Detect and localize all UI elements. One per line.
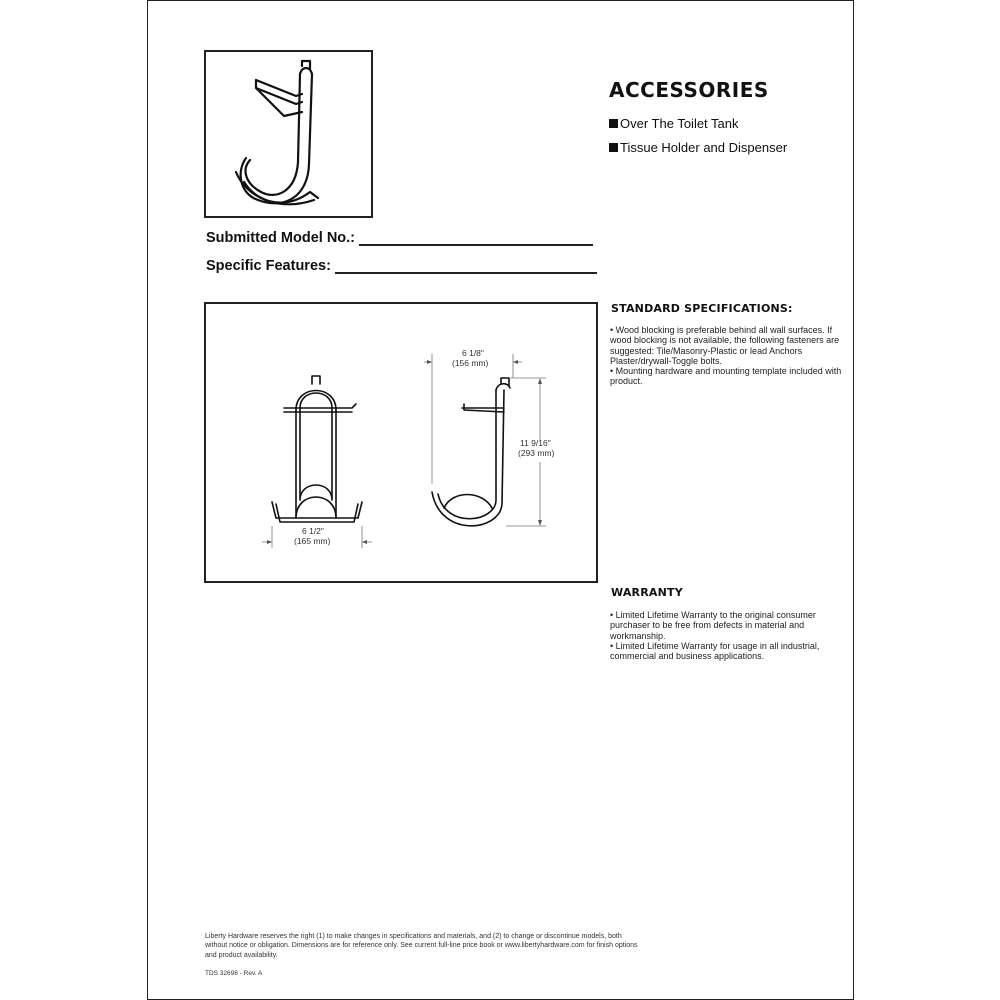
- category-label: Over The Toilet Tank: [620, 116, 739, 131]
- warranty-title: WARRANTY: [611, 586, 683, 599]
- specifications-list: [610, 325, 850, 387]
- category-item: [609, 140, 787, 155]
- depth-mm-label: (156 mm): [452, 358, 489, 368]
- depth-in-label: 6 1/8": [462, 348, 484, 358]
- specific-features-label: Specific Features:: [206, 258, 331, 274]
- specifications-title: STANDARD SPECIFICATIONS:: [611, 302, 793, 315]
- specific-features-row: [206, 256, 597, 274]
- model-number-field[interactable]: [359, 228, 593, 246]
- model-number-label: Submitted Model No.:: [206, 230, 356, 246]
- document-id: TDS 32698 - Rev. A: [205, 970, 263, 977]
- model-number-row: [206, 228, 593, 246]
- warranty-list: [610, 610, 850, 661]
- list-item: • Limited Lifetime Warranty for usage in all industrial, commercial and business applications.: [610, 640, 820, 662]
- technical-drawing: [204, 302, 598, 583]
- product-image: [204, 50, 373, 218]
- list-item: • Mounting hardware and mounting template included with product.: [610, 366, 842, 387]
- height-in-label: 11 9/16": [520, 438, 551, 448]
- category-item: [609, 116, 739, 131]
- dimension-drawing: [206, 304, 596, 581]
- list-item: • Limited Lifetime Warranty to the original consumer purchaser to be free from defects in material and workmanship.: [610, 610, 816, 641]
- page-title: ACCESSORIES: [609, 78, 769, 102]
- product-illustration: [206, 52, 371, 216]
- height-mm-label: (293 mm): [518, 448, 555, 458]
- width-in-label: 6 1/2": [302, 526, 324, 536]
- footer-disclaimer: Liberty Hardware reserves the right (1) to make changes in specifications and materials, and (2) to change or discontinue models, both without notice or obligation. Dimensions are for reference only. See current full-line price book or www.libertyhardware.com for finish options and product availability.: [205, 933, 638, 959]
- square-bullet-icon: [609, 143, 618, 152]
- category-label: Tissue Holder and Dispenser: [620, 140, 788, 155]
- specific-features-field[interactable]: [335, 256, 597, 274]
- list-item: • Wood blocking is preferable behind all wall surfaces. If wood blocking is not available, the following fasteners are suggested: Tile/Masonry-Plastic or lead Anchors Plaster/drywall-Toggle bolts.: [610, 325, 840, 366]
- width-mm-label: (165 mm): [294, 536, 331, 546]
- square-bullet-icon: [609, 119, 618, 128]
